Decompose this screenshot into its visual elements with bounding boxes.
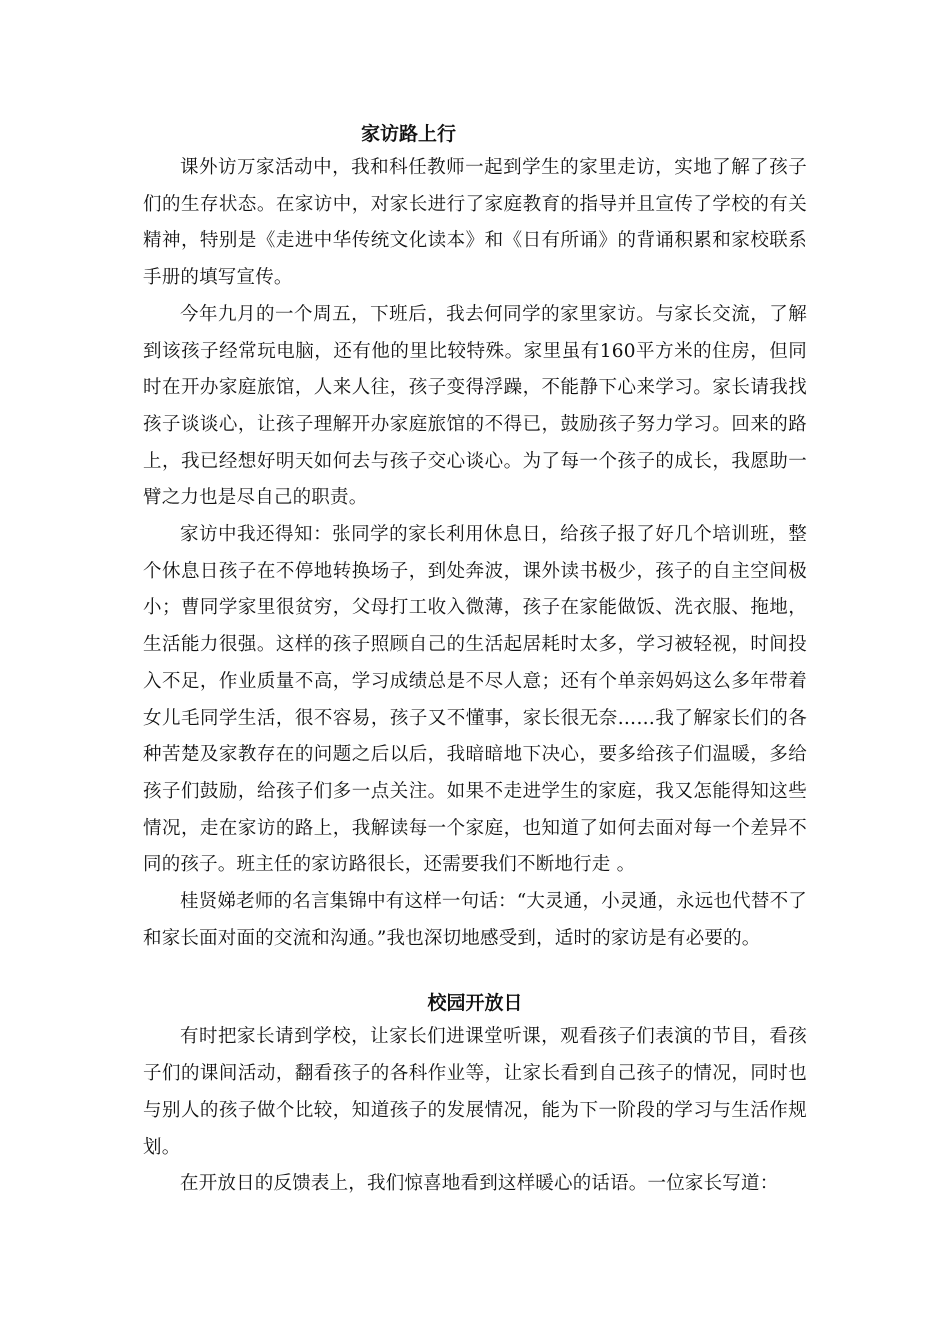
paragraph: 家访中我还得知：张同学的家长利用休息日，给孩子报了好几个培训班，整个休息日孩子在不停地转换场子，到处奔波，课外读书极少，孩子的自主空间极小；曹同学家里很贫穷，父母打工收入微薄，孩子在家能做饭、洗衣服、拖地，生活能力很强。这样的孩子照顾自己的生活起居耗时太多，学习被轻视，时间投入不足，作业质量不高，学习成绩总是不尽人意；还有个单亲妈妈这么多年带着女儿毛同学生活，很不容易，孩子又不懂事，家长很无奈……我了解家长们的各种苦楚及家教存在的问题之后以后，我暗暗地下决心，要多给孩子们温暖，多给孩子们鼓励，给孩子们多一点关注。如果不走进学生的家庭，我又怎能得知这些情况，走在家访的路上，我解读每一个家庭，也知道了如何去面对每一个差异不同的孩子。班主任的家访路很长，还需要我们不断地行走 。 <box>143 524 807 876</box>
paragraph: 课外访万家活动中，我和科任教师一起到学生的家里走访，实地了解了孩子们的生存状态。在家访中，对家长进行了家庭教育的指导并且宣传了学校的有关精神，特别是《走进中华传统文化读本》和《日有所诵》的背诵积累和家校联系手册的填写宣传。 <box>143 157 807 289</box>
paragraph: 有时把家长请到学校，让家长们进课堂听课，观看孩子们表演的节目，看孩子们的课间活动，翻看孩子的各科作业等，让家长看到自己孩子的情况，同时也与别人的孩子做个比较，知道孩子的发展情况，能为下一阶段的学习与生活作规划。 <box>143 1026 807 1158</box>
section-title-home-visit: 家访路上行 <box>361 123 457 145</box>
paragraph: 桂贤娣老师的名言集锦中有这样一句话：“大灵通，小灵通，永远也代替不了和家长面对面的交流和沟通。”我也深切地感受到，适时的家访是有必要的。 <box>143 891 807 949</box>
section-title-open-day: 校园开放日 <box>427 992 523 1015</box>
paragraph: 在开放日的反馈表上，我们惊喜地看到这样暖心的话语。一位家长写道： <box>180 1173 779 1195</box>
paragraph: 今年九月的一个周五，下班后，我去何同学的家里家访。与家长交流，了解到该孩子经常玩电脑，还有他的里比较特殊。家里虽有160平方米的住房，但同时在开办家庭旅馆，人来人往，孩子变得浮躁，不能静下心来学习。家长请我找孩子谈谈心，让孩子理解开办家庭旅馆的不得已，鼓励孩子努力学习。回来的路上，我已经想好明天如何去与孩子交心谈心。为了每一个孩子的成长，我愿助一臂之力也是尽自己的职责。 <box>143 303 807 509</box>
document-body <box>143 118 807 1203</box>
